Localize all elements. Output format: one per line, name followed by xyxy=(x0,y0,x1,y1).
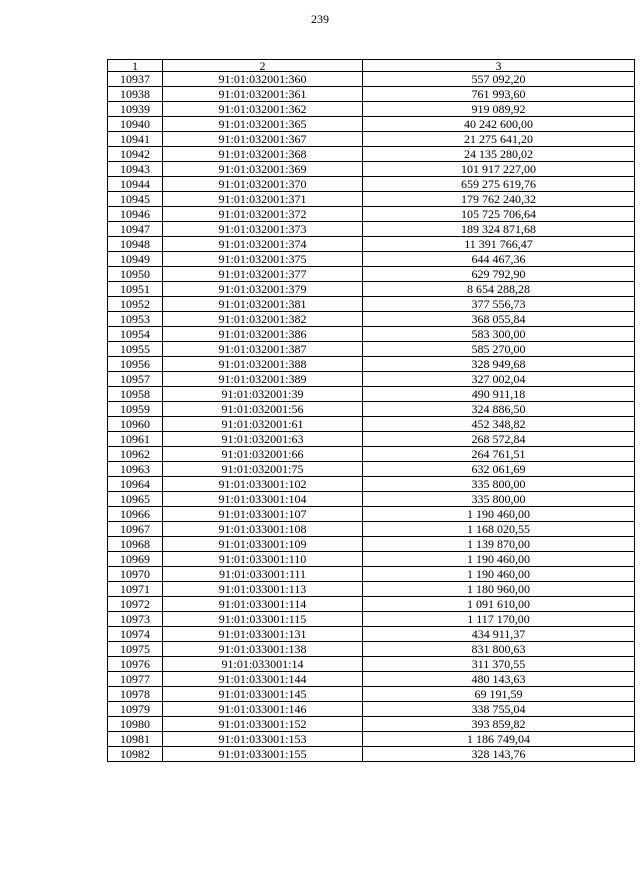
cell-value: 1 190 460,00 xyxy=(363,552,635,567)
cell-cadastral-number: 91:01:032001:374 xyxy=(163,237,363,252)
cell-cadastral-number: 91:01:033001:104 xyxy=(163,492,363,507)
table-row xyxy=(108,372,635,387)
cell-row-number: 10979 xyxy=(108,702,163,717)
table-row xyxy=(108,312,635,327)
cell-row-number: 10977 xyxy=(108,672,163,687)
cell-cadastral-number: 91:01:032001:365 xyxy=(163,117,363,132)
cell-value: 1 186 749,04 xyxy=(363,732,635,747)
table-row xyxy=(108,702,635,717)
table-row xyxy=(108,87,635,102)
table-row xyxy=(108,162,635,177)
table-row xyxy=(108,207,635,222)
cell-row-number: 10944 xyxy=(108,177,163,192)
cell-row-number: 10980 xyxy=(108,717,163,732)
cell-value: 268 572,84 xyxy=(363,432,635,447)
cell-cadastral-number: 91:01:032001:373 xyxy=(163,222,363,237)
cell-row-number: 10969 xyxy=(108,552,163,567)
cell-cadastral-number: 91:01:033001:152 xyxy=(163,717,363,732)
cell-cadastral-number: 91:01:032001:75 xyxy=(163,462,363,477)
cell-value: 1 139 870,00 xyxy=(363,537,635,552)
table-row xyxy=(108,597,635,612)
cell-row-number: 10957 xyxy=(108,372,163,387)
cell-cadastral-number: 91:01:032001:382 xyxy=(163,312,363,327)
cell-row-number: 10951 xyxy=(108,282,163,297)
cell-row-number: 10958 xyxy=(108,387,163,402)
cell-value: 831 800,63 xyxy=(363,642,635,657)
table-row xyxy=(108,297,635,312)
cell-value: 11 391 766,47 xyxy=(363,237,635,252)
cell-row-number: 10938 xyxy=(108,87,163,102)
cell-cadastral-number: 91:01:032001:362 xyxy=(163,102,363,117)
cell-value: 434 911,37 xyxy=(363,627,635,642)
table-row xyxy=(108,72,635,87)
cell-row-number: 10942 xyxy=(108,147,163,162)
table-row xyxy=(108,732,635,747)
cell-cadastral-number: 91:01:033001:113 xyxy=(163,582,363,597)
cell-value: 585 270,00 xyxy=(363,342,635,357)
cell-value: 1 168 020,55 xyxy=(363,522,635,537)
cell-row-number: 10940 xyxy=(108,117,163,132)
table-row xyxy=(108,567,635,582)
cell-value: 24 135 280,02 xyxy=(363,147,635,162)
table-row xyxy=(108,117,635,132)
cell-cadastral-number: 91:01:033001:102 xyxy=(163,477,363,492)
cell-value: 583 300,00 xyxy=(363,327,635,342)
table-row xyxy=(108,282,635,297)
cell-row-number: 10981 xyxy=(108,732,163,747)
table-row xyxy=(108,237,635,252)
table-row xyxy=(108,477,635,492)
cell-cadastral-number: 91:01:033001:108 xyxy=(163,522,363,537)
cell-row-number: 10978 xyxy=(108,687,163,702)
cell-row-number: 10966 xyxy=(108,507,163,522)
cell-row-number: 10939 xyxy=(108,102,163,117)
cell-cadastral-number: 91:01:033001:155 xyxy=(163,747,363,762)
cell-cadastral-number: 91:01:032001:63 xyxy=(163,432,363,447)
cell-cadastral-number: 91:01:032001:375 xyxy=(163,252,363,267)
cell-row-number: 10950 xyxy=(108,267,163,282)
cell-row-number: 10943 xyxy=(108,162,163,177)
table-row xyxy=(108,102,635,117)
cell-cadastral-number: 91:01:032001:388 xyxy=(163,357,363,372)
cell-row-number: 10982 xyxy=(108,747,163,762)
cell-value: 632 061,69 xyxy=(363,462,635,477)
cell-cadastral-number: 91:01:033001:109 xyxy=(163,537,363,552)
table-row xyxy=(108,327,635,342)
cell-row-number: 10965 xyxy=(108,492,163,507)
table-row xyxy=(108,252,635,267)
cell-value: 368 055,84 xyxy=(363,312,635,327)
cell-value: 40 242 600,00 xyxy=(363,117,635,132)
table-row xyxy=(108,222,635,237)
cell-row-number: 10948 xyxy=(108,237,163,252)
cell-cadastral-number: 91:01:032001:56 xyxy=(163,402,363,417)
cell-cadastral-number: 91:01:032001:371 xyxy=(163,192,363,207)
table-row xyxy=(108,552,635,567)
cell-cadastral-number: 91:01:032001:387 xyxy=(163,342,363,357)
cell-cadastral-number: 91:01:032001:377 xyxy=(163,267,363,282)
cell-cadastral-number: 91:01:032001:381 xyxy=(163,297,363,312)
table-row xyxy=(108,687,635,702)
cell-row-number: 10956 xyxy=(108,357,163,372)
table-header-row xyxy=(108,60,635,72)
cell-cadastral-number: 91:01:032001:367 xyxy=(163,132,363,147)
table-row xyxy=(108,192,635,207)
cell-value: 328 143,76 xyxy=(363,747,635,762)
cell-row-number: 10976 xyxy=(108,657,163,672)
cell-row-number: 10941 xyxy=(108,132,163,147)
cell-value: 1 117 170,00 xyxy=(363,612,635,627)
cell-cadastral-number: 91:01:032001:360 xyxy=(163,72,363,87)
cell-value: 264 761,51 xyxy=(363,447,635,462)
cell-row-number: 10945 xyxy=(108,192,163,207)
cell-row-number: 10960 xyxy=(108,417,163,432)
cell-cadastral-number: 91:01:032001:379 xyxy=(163,282,363,297)
cell-cadastral-number: 91:01:032001:66 xyxy=(163,447,363,462)
table-row xyxy=(108,402,635,417)
cell-value: 659 275 619,76 xyxy=(363,177,635,192)
cell-value: 629 792,90 xyxy=(363,267,635,282)
cell-row-number: 10967 xyxy=(108,522,163,537)
cell-row-number: 10964 xyxy=(108,477,163,492)
cell-value: 1 190 460,00 xyxy=(363,567,635,582)
table-row xyxy=(108,537,635,552)
table-body xyxy=(108,72,635,762)
cell-row-number: 10954 xyxy=(108,327,163,342)
cell-row-number: 10974 xyxy=(108,627,163,642)
cell-value: 644 467,36 xyxy=(363,252,635,267)
cell-cadastral-number: 91:01:032001:389 xyxy=(163,372,363,387)
table-row xyxy=(108,717,635,732)
cell-row-number: 10953 xyxy=(108,312,163,327)
cell-cadastral-number: 91:01:032001:368 xyxy=(163,147,363,162)
cell-cadastral-number: 91:01:032001:369 xyxy=(163,162,363,177)
cell-cadastral-number: 91:01:032001:61 xyxy=(163,417,363,432)
cell-cadastral-number: 91:01:032001:361 xyxy=(163,87,363,102)
cell-row-number: 10968 xyxy=(108,537,163,552)
table-row xyxy=(108,747,635,762)
cell-value: 324 886,50 xyxy=(363,402,635,417)
cell-value: 452 348,82 xyxy=(363,417,635,432)
cell-value: 1 190 460,00 xyxy=(363,507,635,522)
cell-row-number: 10970 xyxy=(108,567,163,582)
column-header-cadastral-number: 2 xyxy=(163,60,363,72)
cell-row-number: 10949 xyxy=(108,252,163,267)
cell-value: 335 800,00 xyxy=(363,492,635,507)
cell-value: 101 917 227,00 xyxy=(363,162,635,177)
table-row xyxy=(108,657,635,672)
cell-value: 919 089,92 xyxy=(363,102,635,117)
cell-value: 338 755,04 xyxy=(363,702,635,717)
cell-cadastral-number: 91:01:033001:107 xyxy=(163,507,363,522)
table-row xyxy=(108,507,635,522)
cell-cadastral-number: 91:01:033001:115 xyxy=(163,612,363,627)
cell-value: 1 180 960,00 xyxy=(363,582,635,597)
column-header-number: 1 xyxy=(108,60,163,72)
cell-value: 761 993,60 xyxy=(363,87,635,102)
table-row xyxy=(108,462,635,477)
cell-cadastral-number: 91:01:033001:146 xyxy=(163,702,363,717)
cell-value: 327 002,04 xyxy=(363,372,635,387)
cell-row-number: 10973 xyxy=(108,612,163,627)
cell-cadastral-number: 91:01:032001:386 xyxy=(163,327,363,342)
cell-row-number: 10971 xyxy=(108,582,163,597)
table-row xyxy=(108,387,635,402)
cell-cadastral-number: 91:01:033001:111 xyxy=(163,567,363,582)
table-row xyxy=(108,642,635,657)
table-row xyxy=(108,672,635,687)
cell-cadastral-number: 91:01:033001:145 xyxy=(163,687,363,702)
table-row xyxy=(108,342,635,357)
cadastral-value-table xyxy=(107,59,635,762)
table-row xyxy=(108,267,635,282)
cell-row-number: 10955 xyxy=(108,342,163,357)
cell-value: 557 092,20 xyxy=(363,72,635,87)
cell-value: 21 275 641,20 xyxy=(363,132,635,147)
table-row xyxy=(108,492,635,507)
cell-row-number: 10972 xyxy=(108,597,163,612)
table-row xyxy=(108,612,635,627)
table-row xyxy=(108,417,635,432)
cell-cadastral-number: 91:01:033001:138 xyxy=(163,642,363,657)
column-header-value: 3 xyxy=(363,60,635,72)
cell-row-number: 10961 xyxy=(108,432,163,447)
cell-row-number: 10946 xyxy=(108,207,163,222)
cell-value: 69 191,59 xyxy=(363,687,635,702)
cell-cadastral-number: 91:01:033001:153 xyxy=(163,732,363,747)
cell-cadastral-number: 91:01:033001:114 xyxy=(163,597,363,612)
cell-value: 490 911,18 xyxy=(363,387,635,402)
cell-cadastral-number: 91:01:033001:110 xyxy=(163,552,363,567)
cell-row-number: 10947 xyxy=(108,222,163,237)
cell-row-number: 10952 xyxy=(108,297,163,312)
cell-value: 1 091 610,00 xyxy=(363,597,635,612)
cell-value: 335 800,00 xyxy=(363,477,635,492)
cell-row-number: 10962 xyxy=(108,447,163,462)
cell-value: 189 324 871,68 xyxy=(363,222,635,237)
table-row xyxy=(108,627,635,642)
table-row xyxy=(108,432,635,447)
table-row xyxy=(108,522,635,537)
table-row xyxy=(108,147,635,162)
cell-value: 328 949,68 xyxy=(363,357,635,372)
cell-value: 179 762 240,32 xyxy=(363,192,635,207)
cell-row-number: 10975 xyxy=(108,642,163,657)
table-row xyxy=(108,582,635,597)
table-row xyxy=(108,447,635,462)
table-row xyxy=(108,132,635,147)
page-number: 239 xyxy=(311,12,329,26)
cell-row-number: 10963 xyxy=(108,462,163,477)
table-row xyxy=(108,177,635,192)
cell-cadastral-number: 91:01:033001:14 xyxy=(163,657,363,672)
cell-cadastral-number: 91:01:033001:131 xyxy=(163,627,363,642)
cell-value: 8 654 288,28 xyxy=(363,282,635,297)
cell-row-number: 10937 xyxy=(108,72,163,87)
cell-cadastral-number: 91:01:032001:39 xyxy=(163,387,363,402)
cell-row-number: 10959 xyxy=(108,402,163,417)
cell-value: 480 143,63 xyxy=(363,672,635,687)
cell-value: 105 725 706,64 xyxy=(363,207,635,222)
cell-value: 377 556,73 xyxy=(363,297,635,312)
cell-cadastral-number: 91:01:032001:370 xyxy=(163,177,363,192)
cell-value: 311 370,55 xyxy=(363,657,635,672)
cell-value: 393 859,82 xyxy=(363,717,635,732)
cell-cadastral-number: 91:01:032001:372 xyxy=(163,207,363,222)
cell-cadastral-number: 91:01:033001:144 xyxy=(163,672,363,687)
table-row xyxy=(108,357,635,372)
